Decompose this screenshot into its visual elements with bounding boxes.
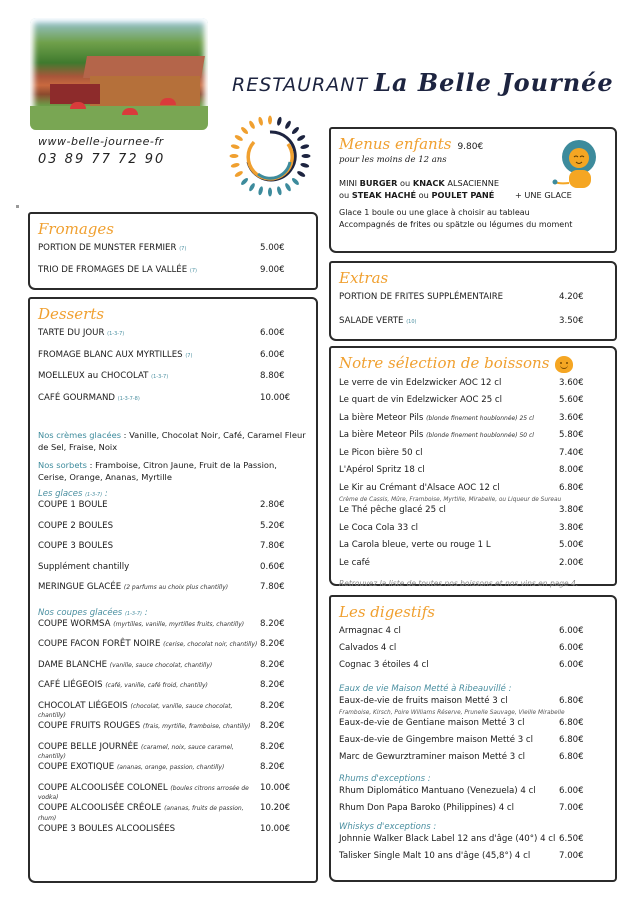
- section-title: Menus enfants: [339, 135, 452, 153]
- plus-glace: + UNE GLACE: [514, 189, 572, 200]
- item-price: 10.00€: [260, 392, 291, 403]
- item-name: COUPE WORMSA: [38, 618, 111, 629]
- note-1: Glace 1 boule ou une glace à choisir au tableau: [339, 207, 530, 217]
- item-detail: (vanille, sauce chocolat, chantilly): [109, 661, 213, 669]
- sun-ray: [296, 134, 306, 142]
- item-name-wrap: [339, 852, 559, 861]
- item-price: 7.00€: [559, 851, 584, 861]
- menu-item-row: [339, 431, 607, 449]
- menu-item-row: [339, 449, 607, 467]
- choice-steak: STEAK HACHÉ: [351, 189, 417, 200]
- item-name-wrap: [38, 244, 260, 253]
- item-price: 6.80€: [559, 696, 584, 706]
- glaces-heading: Les glaces (1-3-7) :: [38, 489, 108, 500]
- item-detail: (2 parfums au choix plus chantilly): [123, 584, 229, 592]
- menu-item-row: [339, 293, 607, 317]
- item-name: COUPE FRUITS ROUGES: [38, 721, 141, 732]
- item-name-wrap: [38, 522, 260, 531]
- item-detail: (cerise, chocolat noir, chantilly): [163, 641, 258, 649]
- item-name: COUPE 2 BOULES: [38, 520, 114, 531]
- item-name: Le verre de vin Edelzwicker AOC 12 cl: [339, 377, 502, 388]
- item-name: Eaux-de-vie de fruits maison Metté 3 cl: [339, 696, 508, 706]
- section-title: Desserts: [38, 305, 105, 323]
- section-title-text: Notre sélection de boissons: [339, 354, 550, 372]
- item-price: 6.50€: [559, 834, 584, 844]
- sun-ray: [248, 120, 256, 130]
- sun-ray: [230, 154, 239, 158]
- boissons-footer: Retrouvez la liste de toutes nos boissons et nos vins en page 4.: [339, 579, 579, 588]
- sorbets-label: Nos sorbets: [38, 460, 87, 471]
- item-name: PORTION DE MUNSTER FERMIER: [38, 243, 177, 253]
- allergen-code: (1-3-7): [151, 374, 169, 380]
- item-price: 7.00€: [559, 803, 584, 813]
- menu-subtitle: pour les moins de 12 ans: [339, 155, 447, 165]
- item-name-wrap: [339, 719, 559, 728]
- item-price: 5.80€: [559, 430, 584, 440]
- item-name: Cognac 3 étoiles 4 cl: [339, 660, 429, 670]
- item-price: 8.20€: [260, 741, 285, 752]
- item-name-wrap: [38, 702, 260, 721]
- item-name-wrap: [339, 414, 559, 423]
- item-name: CHOCOLAT LIÉGEOIS: [38, 700, 128, 711]
- choice-poulet: POULET PANÉ: [431, 189, 495, 200]
- item-price: 6.00€: [559, 786, 584, 796]
- sun-ray: [248, 182, 256, 192]
- section-title: [339, 354, 607, 373]
- website-url[interactable]: www-belle-journee-fr: [38, 135, 164, 148]
- item-name: CAFÉ GOURMAND: [38, 392, 116, 403]
- item-price: 6.00€: [260, 328, 285, 338]
- menu-item-row: [38, 825, 308, 846]
- item-name: TARTE DU JOUR: [38, 328, 105, 338]
- cremes-glacees: [38, 429, 308, 453]
- item-name-wrap: [38, 784, 260, 803]
- allergen-code: (1-3-7-8): [117, 395, 140, 402]
- section-title: Fromages: [38, 220, 114, 238]
- sun-ray: [284, 120, 292, 130]
- sun-ray: [240, 126, 249, 135]
- sun-ray: [258, 186, 264, 196]
- menu-item-row: [339, 644, 607, 661]
- item-price: 6.00€: [559, 643, 584, 653]
- sun-ray: [300, 144, 310, 150]
- menu-item-row: [38, 743, 308, 764]
- choice-burger: BURGER: [359, 178, 398, 188]
- item-name-wrap: [339, 449, 559, 458]
- text: MINI: [339, 178, 360, 188]
- menu-item-row: [339, 466, 607, 484]
- item-name: La bière Meteor Pils: [339, 430, 424, 440]
- item-name: La bière Meteor Pils: [339, 412, 424, 423]
- sun-ray: [291, 126, 300, 135]
- note-2: Accompagnés de frites ou spätzle ou légumes du moment: [339, 219, 573, 229]
- item-price: 5.00€: [559, 540, 584, 550]
- item-name: Marc de Gewurztraminer maison Metté 3 cl: [339, 752, 526, 762]
- item-detail: (blonde finement houblonnée) 50 cl: [426, 432, 534, 439]
- item-price: 3.60€: [559, 377, 584, 388]
- item-name-wrap: [38, 266, 260, 275]
- item-price: 5.00€: [260, 243, 285, 253]
- item-name-wrap: [38, 583, 260, 592]
- restaurant-photo: [30, 18, 208, 130]
- menu-item-row: [339, 524, 607, 542]
- item-name-wrap: [339, 431, 559, 440]
- item-name-wrap: [339, 835, 559, 844]
- sun-ray: [230, 144, 240, 150]
- eaux-heading: Eaux de vie Maison Metté à Ribeauvillé :: [339, 684, 512, 694]
- sun-logo-icon: [228, 114, 312, 198]
- item-price: 6.80€: [559, 482, 584, 493]
- item-name-wrap: [339, 804, 559, 813]
- menu-item-row: [339, 317, 607, 341]
- item-name: CAFÉ LIÉGEOIS: [38, 680, 103, 691]
- item-name-wrap: [38, 804, 260, 823]
- coupes-heading: Nos coupes glacées (1-3-7) :: [38, 607, 148, 618]
- item-price: 8.20€: [260, 639, 285, 650]
- menu-item-row: [38, 542, 308, 563]
- menu-item-row: [339, 852, 607, 869]
- text: ou: [416, 189, 432, 200]
- page-title: [232, 68, 614, 97]
- cremes-label: Nos crèmes glacées: [38, 430, 122, 440]
- item-detail: (caramel, noix, sauce caramel, chantilly): [38, 743, 234, 761]
- item-name: DAME BLANCHE: [38, 659, 108, 670]
- item-detail: (frais, myrtille, framboise, chantilly): [142, 723, 251, 731]
- section-boissons: [329, 346, 617, 586]
- menu-item-row: [339, 627, 607, 644]
- item-name-wrap: [38, 722, 260, 731]
- item-detail: (chocolat, vanille, sauce chocolat, chantilly): [38, 702, 233, 720]
- sun-ray: [296, 170, 306, 178]
- item-detail: (ananas, fruits de passion, rhum): [38, 805, 244, 822]
- menu-item-row: [38, 394, 308, 416]
- item-name-wrap: [38, 372, 260, 381]
- item-price: 8.20€: [260, 659, 285, 670]
- item-price: 4.20€: [559, 292, 584, 302]
- menu-item-row: [38, 266, 308, 288]
- item-name-wrap: [339, 379, 559, 388]
- sorbets-text: : Framboise, Citron Jaune, Fruit de la Passion, Cerise, Orange, Ananas, Myrtille: [38, 460, 277, 483]
- item-name-wrap: [339, 787, 559, 796]
- menu-item-row: [38, 501, 308, 522]
- menu-item-row: [38, 372, 308, 394]
- menu-price: 9.80€: [457, 142, 484, 152]
- item-price: 8.20€: [260, 618, 285, 629]
- item-name: COUPE FACON FORÊT NOIRE: [38, 639, 161, 650]
- item-price: 5.20€: [260, 520, 285, 531]
- item-name-wrap: [339, 753, 559, 762]
- item-detail: (myrtilles, vanille, myrtilles fruits, chantilly): [113, 620, 245, 628]
- text: ou: [397, 178, 413, 188]
- item-name: Rhum Diplomático Mantuano (Venezuela) 4 cl: [339, 786, 536, 796]
- item-name: Le Coca Cola 33 cl: [339, 522, 419, 533]
- item-price: 0.60€: [260, 561, 285, 572]
- cremes-text: : Vanille, Chocolat Noir, Café, Caramel Fleur de Sel, Fraise, Noix: [38, 430, 306, 453]
- item-price: 6.00€: [559, 660, 584, 670]
- sun-ray: [268, 116, 272, 125]
- allergen-code: (10): [406, 319, 417, 325]
- item-name: COUPE ALCOOLISÉE COLONEL: [38, 782, 168, 793]
- sun-ray: [284, 182, 292, 192]
- allergen-code: (1-3-7): [85, 492, 103, 499]
- item-price: 6.80€: [559, 718, 584, 728]
- item-name-wrap: [339, 559, 559, 568]
- allergen-code: (7): [189, 268, 197, 274]
- title-prefix: RESTAURANT: [232, 74, 369, 96]
- item-name: MOELLEUX au CHOCOLAT: [38, 371, 149, 381]
- allergen-code: (7): [185, 352, 193, 359]
- menu-item-row: [38, 681, 308, 702]
- item-price: 9.00€: [260, 265, 285, 275]
- menu-item-row: [38, 702, 308, 723]
- menu-item-row: [339, 787, 607, 804]
- menu-item-row: [339, 541, 607, 559]
- item-name: SALADE VERTE: [339, 316, 404, 326]
- item-price: 2.00€: [559, 557, 584, 568]
- item-price: 8.00€: [559, 465, 584, 475]
- section-extras: [329, 261, 617, 341]
- item-price: 6.00€: [559, 626, 584, 636]
- item-name: PORTION DE FRITES SUPPLÉMENTAIRE: [339, 292, 504, 302]
- item-price: 5.60€: [559, 395, 584, 405]
- item-name: FROMAGE BLANC AUX MYRTILLES: [38, 349, 183, 360]
- item-price: 6.80€: [559, 735, 584, 745]
- item-price: 10.20€: [260, 803, 291, 814]
- menu-item-row: [339, 835, 607, 852]
- menu-item-row: [38, 329, 308, 351]
- item-detail: (blonde finement houblonnée) 25 cl: [426, 414, 534, 422]
- sun-ray: [302, 154, 311, 158]
- item-name-wrap: [38, 620, 260, 629]
- item-price: 2.80€: [260, 500, 285, 511]
- smiley-icon: [555, 356, 573, 373]
- menu-item-row: [339, 804, 607, 821]
- item-price: 7.80€: [260, 582, 285, 593]
- item-detail: (boules citrons arrosée de vodka): [38, 784, 249, 802]
- item-name: COUPE 3 BOULES ALCOOLISÉES: [38, 823, 176, 834]
- item-name-wrap: [339, 736, 559, 745]
- item-name-wrap: [339, 627, 559, 636]
- item-name-wrap: [339, 317, 559, 326]
- sorbets: [38, 459, 308, 483]
- item-name-wrap: [339, 697, 559, 706]
- item-name-wrap: [38, 640, 260, 649]
- item-name-wrap: [339, 466, 559, 475]
- item-detail: (ananas, orange, passion, chantilly): [116, 764, 225, 772]
- item-name-wrap: [339, 644, 559, 653]
- choice-knack: KNACK: [412, 178, 445, 188]
- section-desserts: [28, 297, 318, 883]
- text: ou: [339, 189, 352, 200]
- sun-ray: [291, 177, 300, 186]
- item-name: Supplément chantilly: [38, 561, 130, 572]
- title-brand: La Belle Journée: [374, 68, 614, 97]
- rhums-heading: Rhums d'exceptions :: [339, 774, 431, 784]
- sun-ray: [276, 186, 282, 196]
- sun-ray: [234, 170, 244, 178]
- item-price: 6.00€: [260, 349, 285, 360]
- item-price: 3.60€: [559, 412, 584, 423]
- sun-ray: [258, 116, 264, 126]
- item-name-wrap: [339, 396, 559, 405]
- item-price: 6.80€: [559, 752, 584, 762]
- allergen-code: (7): [179, 246, 187, 252]
- item-name: La Carola bleue, verte ou rouge 1 L: [339, 540, 491, 550]
- item-name: Armagnac 4 cl: [339, 626, 401, 636]
- menu-notes: [339, 207, 607, 231]
- phone-number: 03 89 77 72 90: [38, 152, 166, 167]
- item-name: Le Kir au Crémant d'Alsace AOC 12 cl: [339, 482, 500, 493]
- item-name: COUPE 1 BOULE: [38, 500, 108, 511]
- menu-item-row: [38, 722, 308, 743]
- sun-ray: [268, 188, 272, 197]
- menu-item-row: [339, 396, 607, 414]
- item-price: 8.20€: [260, 700, 285, 711]
- menu-item-row: [339, 414, 607, 432]
- sun-ray: [234, 134, 244, 142]
- item-name-wrap: [339, 524, 559, 533]
- item-price: 10.00€: [260, 782, 291, 793]
- item-name: Le Thé pêche glacé 25 cl: [339, 505, 446, 515]
- item-name: COUPE ALCOOLISÉE CRÉOLE: [38, 803, 162, 814]
- menu-item-row: [339, 661, 607, 678]
- sun-ray: [240, 177, 249, 186]
- item-name: COUPE EXOTIQUE: [38, 762, 115, 773]
- text: ALSACIENNE: [444, 178, 500, 188]
- menu-item-row: [339, 559, 607, 577]
- menu-item-row: [38, 563, 308, 584]
- item-name-wrap: [38, 501, 260, 510]
- item-price: 3.80€: [559, 522, 584, 533]
- item-name-wrap: [38, 681, 260, 690]
- lion-mascot-icon: [549, 137, 607, 195]
- item-name-wrap: [38, 351, 260, 360]
- item-name: TRIO DE FROMAGES DE LA VALLÉE: [38, 265, 188, 275]
- item-name: COUPE 3 BOULES: [38, 541, 114, 552]
- item-name: Eaux-de-vie de Gentiane maison Metté 3 cl: [339, 718, 525, 728]
- item-name: Le quart de vin Edelzwicker AOC 25 cl: [339, 395, 503, 405]
- item-price: 10.00€: [260, 823, 291, 834]
- section-title: Les digestifs: [339, 603, 435, 621]
- item-name: Rhum Don Papa Baroko (Philippines) 4 cl: [339, 803, 515, 813]
- section-title: Extras: [339, 269, 389, 287]
- item-name-wrap: [339, 506, 559, 515]
- sun-ray: [230, 162, 240, 168]
- menu-item-row: [339, 753, 607, 770]
- item-price: 7.80€: [260, 541, 285, 552]
- item-price: 8.20€: [260, 721, 285, 732]
- item-name-wrap: [38, 329, 260, 338]
- coupes-label: Nos coupes glacées: [38, 607, 123, 618]
- item-price: 7.40€: [559, 447, 584, 458]
- menu-item-row: [339, 506, 607, 524]
- section-fromages: [28, 212, 318, 290]
- menu-item-row: [339, 379, 607, 397]
- item-name: COUPE BELLE JOURNÉE: [38, 741, 139, 752]
- item-price: 8.20€: [260, 680, 285, 691]
- menu-item-row: [38, 640, 308, 661]
- menu-item-row: [38, 763, 308, 784]
- item-name-wrap: [339, 484, 559, 493]
- allergen-code: (1-3-7): [124, 610, 142, 617]
- menu-item-row: [38, 583, 308, 604]
- item-name: Johnnie Walker Black Label 12 ans d'âge (40°) 4 cl: [339, 834, 556, 844]
- item-name: MERINGUE GLACÉE: [38, 582, 122, 593]
- item-name: Le café: [339, 557, 370, 568]
- section-menus-enfants: [329, 127, 617, 253]
- item-note: Framboise, Kirsch, Poire Williams Réserve, Prunelle Sauvage, Vieille Mirabelle: [339, 710, 565, 716]
- item-name-wrap: [38, 394, 260, 403]
- item-name-wrap: [38, 763, 260, 772]
- item-name-wrap: [38, 563, 260, 572]
- decor-dot: [16, 205, 19, 208]
- item-note: Crème de Cassis, Mûre, Framboise, Myrtille, Mirabelle, ou Liqueur de Sureau: [339, 497, 562, 503]
- menu-item-row: [38, 244, 308, 266]
- item-name-wrap: [339, 541, 559, 550]
- item-name-wrap: [38, 743, 260, 762]
- menu-item-row: [38, 784, 308, 805]
- glaces-label: Les glaces: [38, 489, 83, 500]
- sun-ray: [300, 162, 310, 168]
- item-name: Calvados 4 cl: [339, 643, 397, 653]
- item-detail: (café, vanille, café froid, chantilly): [105, 682, 208, 690]
- menu-item-row: [38, 351, 308, 373]
- item-price: 8.20€: [260, 762, 285, 773]
- item-name-wrap: [38, 542, 260, 551]
- item-price: 3.80€: [559, 505, 584, 515]
- allergen-code: (1-3-7): [107, 331, 125, 337]
- item-name-wrap: [38, 661, 260, 670]
- menu-item-row: [339, 719, 607, 736]
- item-price: 8.80€: [260, 371, 285, 381]
- item-name: Le Picon bière 50 cl: [339, 447, 423, 458]
- menu-item-row: [38, 522, 308, 543]
- item-price: 3.50€: [559, 316, 584, 326]
- item-name-wrap: [38, 825, 260, 834]
- whiskys-heading: Whiskys d'exceptions :: [339, 822, 437, 832]
- item-name: L'Apérol Spritz 18 cl: [339, 465, 425, 475]
- item-name: Talisker Single Malt 10 ans d'âge (45,8°) 4 cl: [339, 851, 531, 861]
- sun-ray: [276, 116, 282, 126]
- item-name-wrap: [339, 661, 559, 670]
- menu-item-row: [38, 804, 308, 825]
- menu-item-row: [38, 661, 308, 682]
- menu-item-row: [38, 620, 308, 641]
- menu-item-row: [339, 736, 607, 753]
- section-digestifs: [329, 595, 617, 882]
- item-name-wrap: [339, 293, 559, 302]
- item-name: Eaux-de-vie de Gingembre maison Metté 3 cl: [339, 735, 534, 745]
